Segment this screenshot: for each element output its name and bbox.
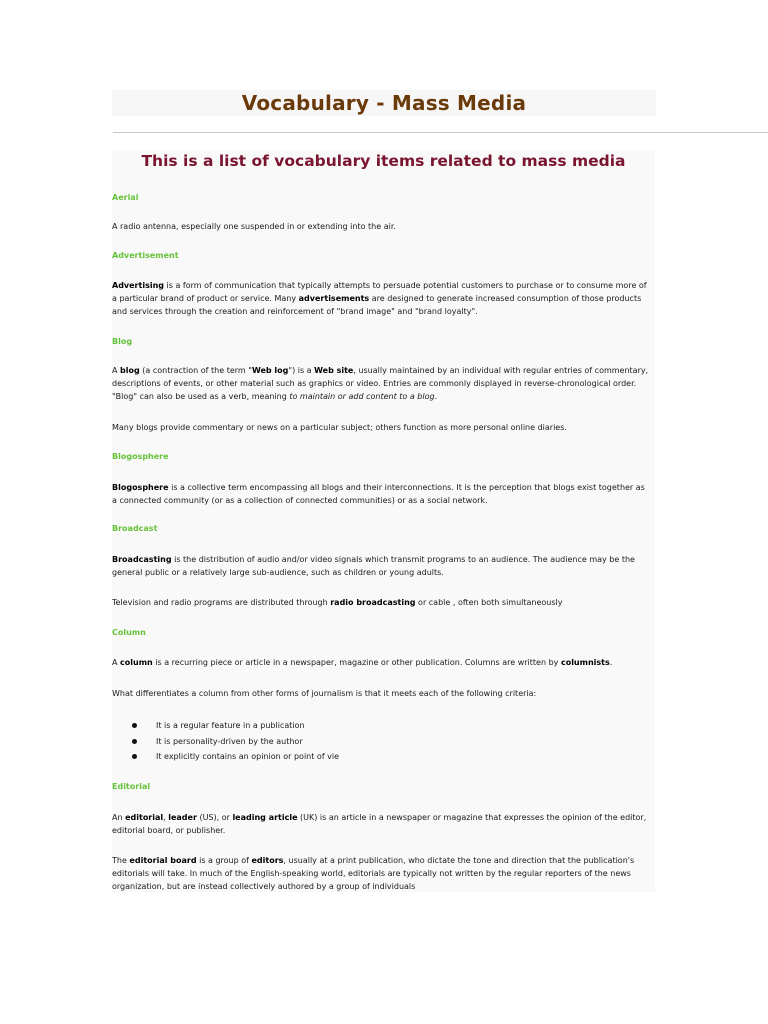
definition-blog [112,364,650,403]
text-run: are designed to generate increased consumption of those products and services through the creation and reinforcement of "brand image" and "brand loyalty". [112,294,642,316]
text-run: or cable , often both simultaneously [415,598,563,607]
term-column: Column [112,628,146,637]
list-item [132,718,339,734]
term-aerial: Aerial [112,193,139,202]
definition-editorial-board [112,854,650,893]
bold-term: editors [251,856,284,865]
bold-term: Advertising [112,281,164,290]
page-subtitle: This is a list of vocabulary items related to mass media [141,152,626,170]
text-run: The [112,856,130,865]
list-item [132,734,339,750]
term-blog: Blog [112,337,133,346]
list-item-text: It is a regular feature in a publication [156,721,305,730]
text-run: (UK) is an article in a newspaper or magazine that expresses the opinion of the editor, editorial board, or publisher. [112,813,647,835]
definition-blogosphere [112,481,650,507]
bold-term: Broadcasting [112,555,172,564]
definition-blog-extra: Many blogs provide commentary or news on a particular subject; others function as more personal online diaries. [112,423,567,432]
list-item-text: It explicitly contains an opinion or point of vie [156,752,340,761]
text-run: is a recurring piece or article in a newspaper, magazine or other publication. Columns are written by [152,658,561,667]
definition-column [112,656,650,669]
term-editorial: Editorial [112,782,151,791]
definition-editorial [112,811,650,837]
text-run: is a group of [196,856,252,865]
definition-aerial: A radio antenna, especially one suspended in or extending into the air. [112,222,396,231]
column-criteria-list [132,718,339,765]
list-item [132,749,339,765]
bullet-icon [132,739,137,744]
definition-advertisement [112,279,650,318]
bold-term: Web site [314,366,354,375]
text-run: (a contraction of the term " [139,366,252,375]
bullet-icon [132,723,137,728]
text-run: , usually maintained by an individual with regular entries of commentary, descriptions of events, or other material such as graphics or video. Entries are commonly displayed in reverse-chronological order. "Blog" can also be used as a verb, meaning [112,366,649,401]
title-divider [113,132,768,133]
text-run: A [112,658,121,667]
text-run: Television and radio programs are distributed through [112,598,331,607]
text-run: is a collective term encompassing all blogs and their interconnections. It is the perception that blogs exist together as a connected community (or as a collection of connected communities) or as a social network. [112,483,645,505]
list-item-text: It is personality-driven by the author [156,736,303,746]
text-run: An [112,813,126,822]
text-run: is the distribution of audio and/or video signals which transmit programs to an audience. The audience may be the general public or a relatively large sub-audience, such as children or young adults. [112,555,635,577]
bold-term: column [120,658,153,667]
bold-term: editorial [125,813,164,822]
text-run: A [112,366,121,375]
bold-term: Web log [251,366,289,375]
title-banner [112,90,656,116]
bold-term: editorial board [129,856,197,865]
bold-term: leader [168,813,197,822]
text-run: is a form of communication that typically attempts to persuade potential customers to purchase or to consume more of a particular brand of product or service. Many [112,281,647,303]
bold-term: blog [120,366,140,375]
term-blogosphere: Blogosphere [112,452,169,461]
bold-term: columnists [560,658,610,667]
text-run: ") is a [288,366,315,375]
definition-column-criteria-intro: What differentiates a column from other forms of journalism is that it meets each of the following criteria: [112,689,537,698]
term-broadcast: Broadcast [112,524,158,533]
definition-broadcast-extra [112,596,650,609]
term-advertisement: Advertisement [112,251,179,260]
text-run: . [434,392,438,401]
text-run: , usually at a print publication, who dictate the tone and direction that the publication's editorials will take. In much of the English-speaking world, editorials are typically not written by the regular reporters of the news organization, but are instead collectively authored by a group of individuals [112,856,635,891]
italic-phrase: to maintain or add content to a blog [289,392,435,401]
bold-term: leading article [232,813,298,822]
bullet-icon [132,754,137,759]
text-run: , [163,813,169,822]
bold-term: advertisements [298,294,370,303]
bold-term: Blogosphere [112,483,169,492]
definition-broadcast [112,553,650,579]
vocabulary-panel [112,150,655,892]
page-title: Vocabulary - Mass Media [241,91,527,115]
text-run: (US), or [196,813,233,822]
bold-term: radio broadcasting [330,598,416,607]
text-run: . [609,658,613,667]
